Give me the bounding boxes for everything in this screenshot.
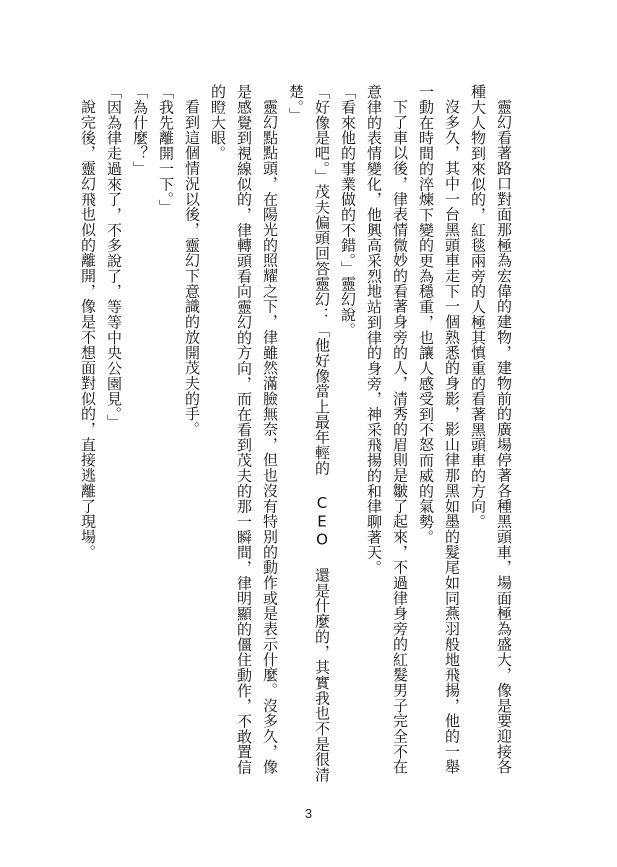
paragraph-11: 說完後，靈幻飛也似的離開，像是不想面對似的，直接逃離了現場。 [79, 99, 97, 560]
page-number: 3 [304, 806, 313, 821]
paragraph-9: 「為什麼？」 [131, 84, 149, 177]
paragraph-8: 「我先離開一下。」 [157, 84, 175, 215]
paragraph-5: 「好像是吧。」茂夫偏頭回答靈幻：「他好像當上最年輕的 CEO 還是什麼的，其實我也不是很清楚。」 [287, 84, 331, 783]
paragraph-6: 靈幻點點頭，在陽光的照耀之下，律雖然滿臉無奈，但也沒有特別的動作或是表示什麼。沒多久，像是感覺到視線似的，律轉頭看向靈幻的方向，而在看到茂夫的那一瞬間，律明顯的僵住動作，不敢置信的瞪大眼。 [209, 84, 279, 775]
paragraph-4: 「看來他的事業做的不錯。」靈幻說。 [339, 84, 357, 338]
paragraph-7: 看到這個情況以後，靈幻下意識的放開茂夫的手。 [183, 99, 201, 437]
paragraph-3: 下了車以後，律表情微妙的看著身旁的人，清秀的眉則是皺了起來，不過律身旁的紅髮男子完全不在意律的表情變化，他興高采烈地站到律的身旁，神采飛揚的和律聊著天。 [365, 84, 409, 775]
paragraph-10: 「因為律走過來了，不多說了，等等中央公園見。」 [105, 84, 123, 430]
paragraph-2: 沒多久，其中一台黑頭車走下一個熟悉的身影，影山律那黑如墨的髮尾如同燕羽般地飛揚，他的一舉一動在時間的淬煉下變的更為穩重，也讓人感受到不怒而威的氣勢。 [417, 84, 461, 775]
paragraph-1: 靈幻看著路口對面那極為宏偉的建物，建物前的廣場停著各種黑頭車，場面極為盛大，像是要迎接各種大人物到來似的，紅毯兩旁的人極其慎重的看著黑頭車的方向。 [469, 84, 513, 775]
vertical-text-body [79, 84, 517, 784]
